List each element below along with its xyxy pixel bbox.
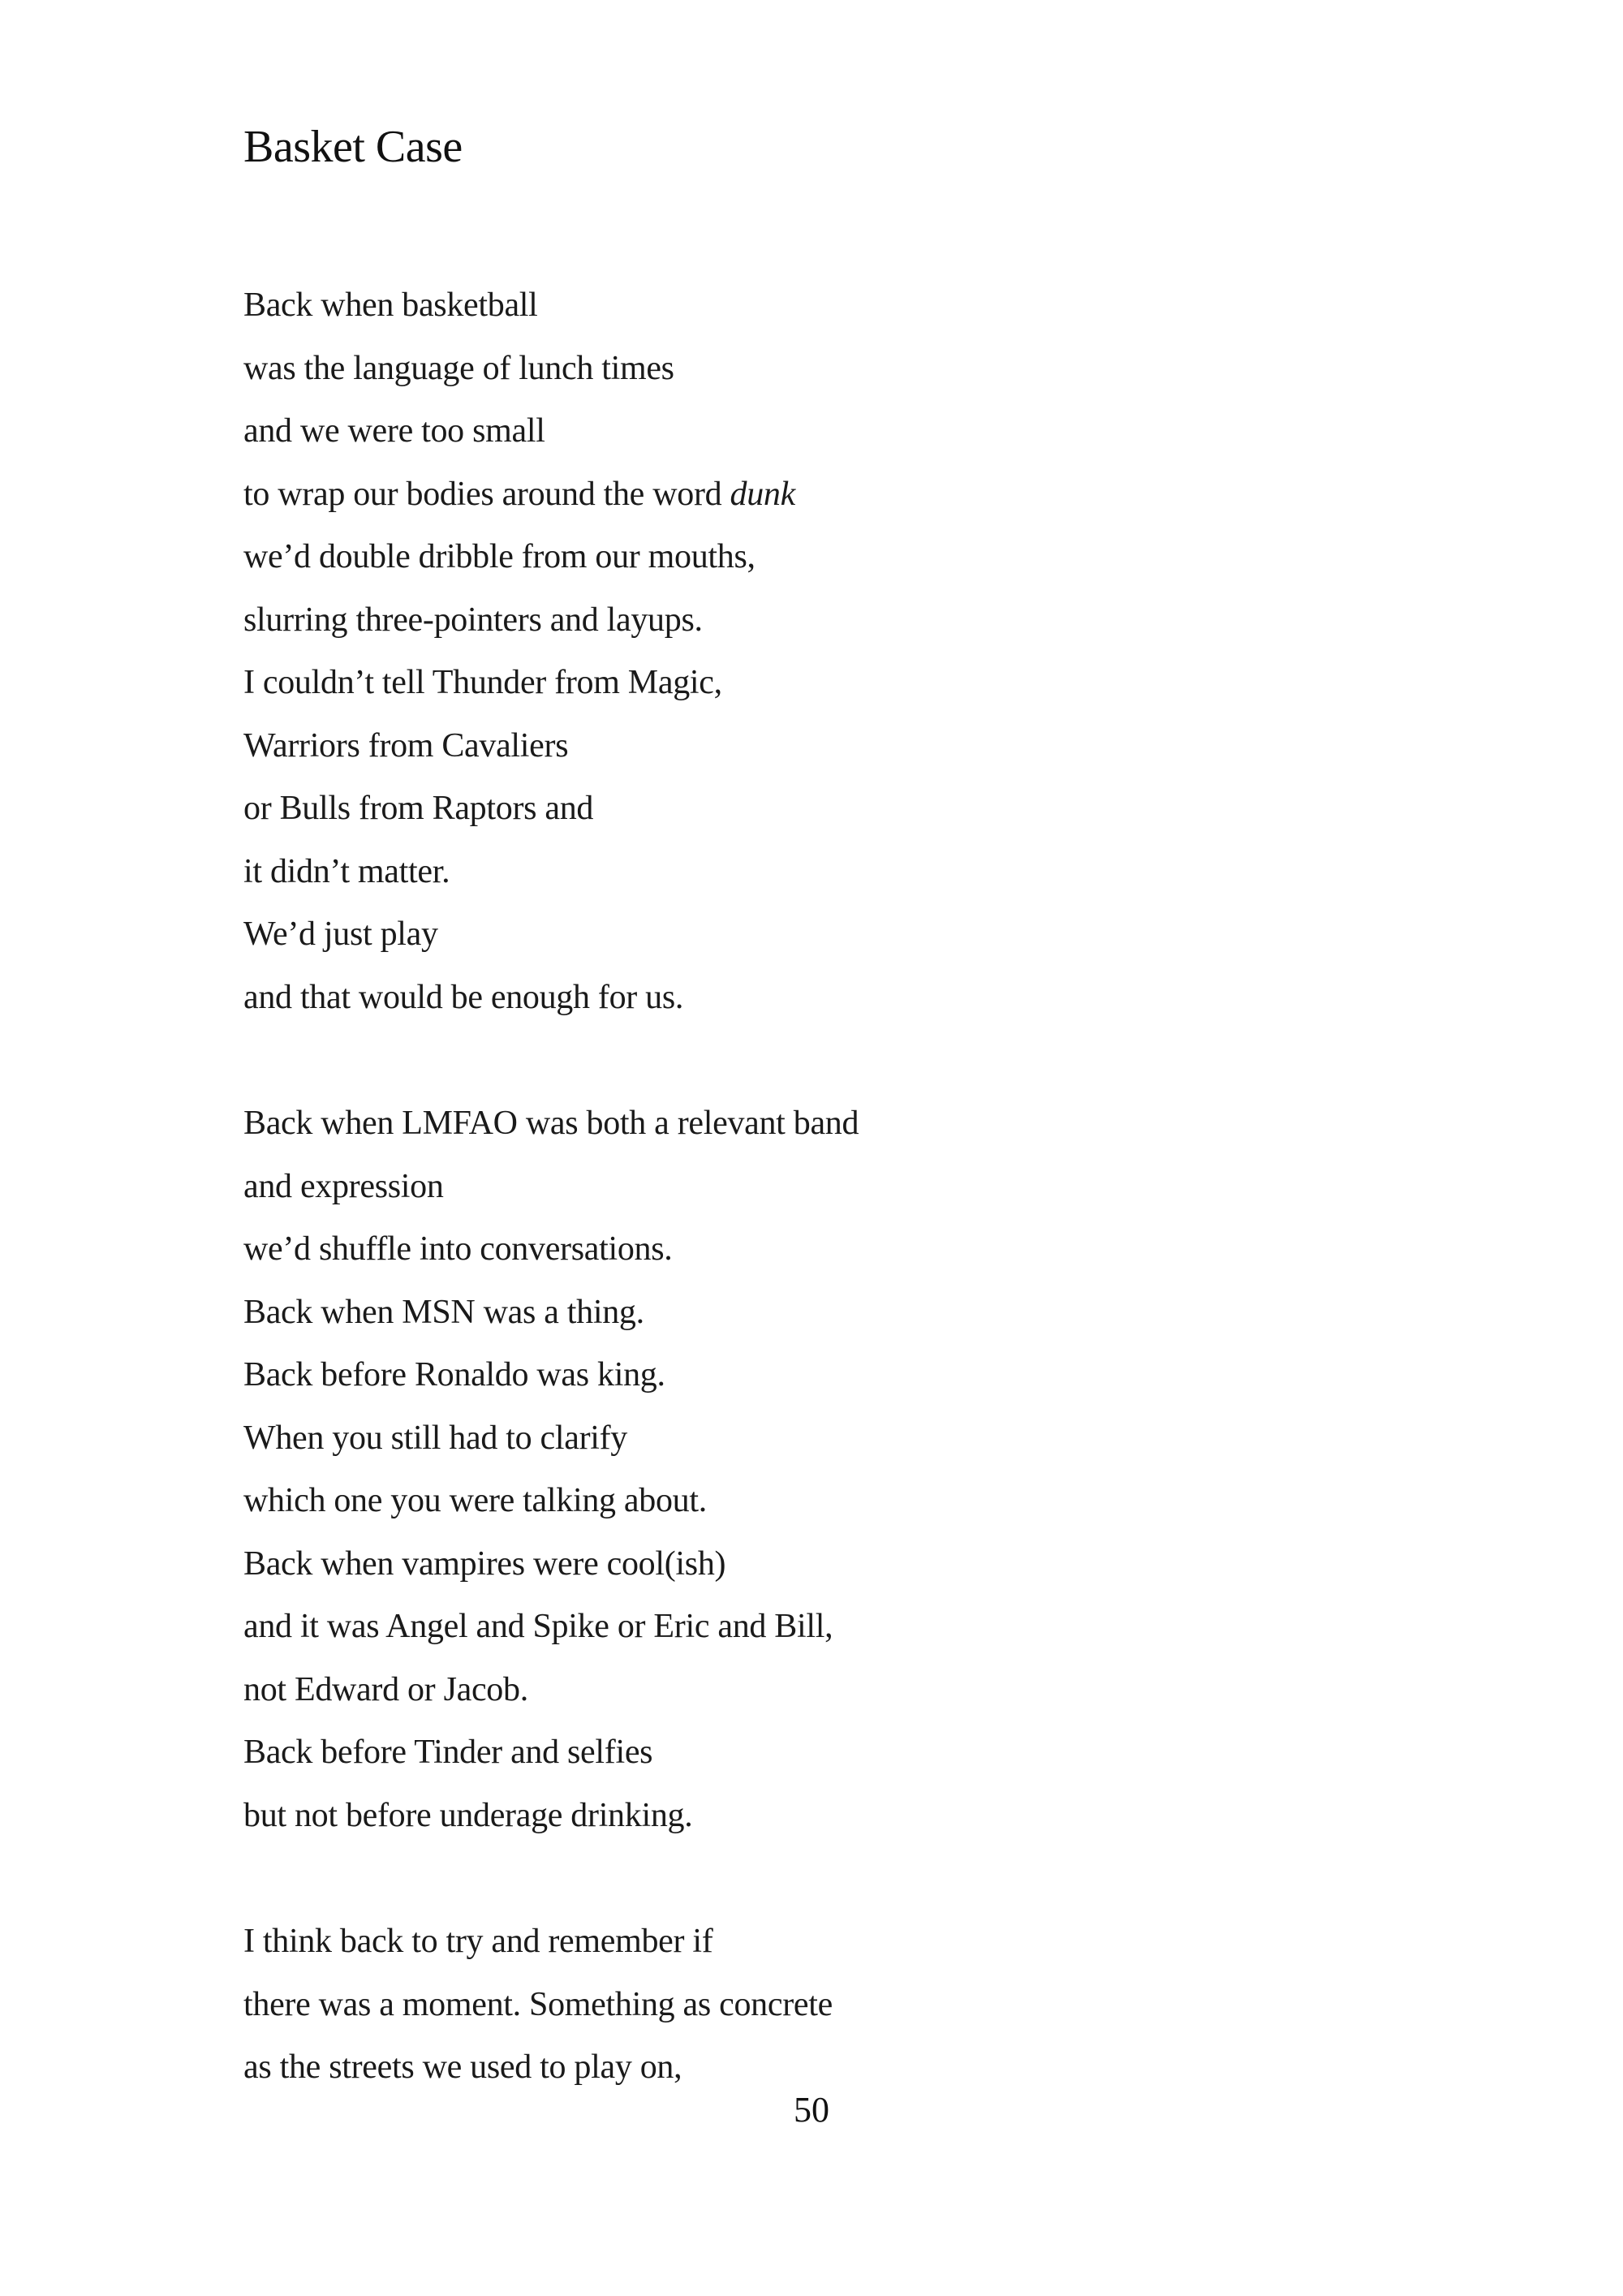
poem-line: we’d shuffle into conversations.: [243, 1230, 673, 1268]
poem-line: slurring three-pointers and layups.: [243, 601, 703, 639]
page-content: [243, 122, 1526, 2100]
poem-line: was the language of lunch times: [243, 349, 674, 387]
stanza: [243, 1910, 1526, 2100]
poem-line: Back before Ronaldo was king.: [243, 1356, 665, 1394]
stanza: [243, 1092, 1526, 1847]
poem-line: as the streets we used to play on,: [243, 2048, 682, 2086]
poem-line-segment: to wrap our bodies around the word: [243, 475, 730, 513]
poem-line: Back before Tinder and selfies: [243, 1734, 653, 1771]
poem-line: When you still had to clarify: [243, 1419, 628, 1457]
poem-line: and it was Angel and Spike or Eric and Bill,: [243, 1608, 833, 1645]
poem-line: Back when LMFAO was both a relevant band: [243, 1105, 859, 1142]
stanza: [243, 274, 1526, 1029]
poem: [243, 274, 1526, 2100]
poem-line: Back when MSN was a thing.: [243, 1293, 644, 1331]
poem-line: and that would be enough for us.: [243, 978, 684, 1016]
poem-line: not Edward or Jacob.: [243, 1670, 528, 1708]
page-number: 50: [794, 2090, 829, 2130]
poem-title: Basket Case: [243, 122, 463, 172]
poem-line: which one you were talking about.: [243, 1482, 707, 1519]
poem-line: Back when vampires were cool(ish): [243, 1544, 726, 1583]
poem-line: Warriors from Cavaliers: [243, 726, 569, 765]
poem-line-italic-segment: dunk: [730, 475, 795, 513]
poem-line: there was a moment. Something as concrete: [243, 1985, 833, 2023]
poem-line: it didn’t matter.: [243, 852, 450, 890]
poem-line: Back when basketball: [243, 286, 538, 324]
poem-line: or Bulls from Raptors and: [243, 790, 594, 827]
poem-line: I think back to try and remember if: [243, 1923, 713, 1960]
poem-line: we’d double dribble from our mouths,: [243, 538, 756, 575]
poem-line: but not before underage drinking.: [243, 1796, 693, 1834]
poem-line: and expression: [243, 1167, 444, 1205]
poem-line: We’d just play: [243, 915, 438, 953]
poem-line: [243, 463, 1526, 527]
poem-line: I couldn’t tell Thunder from Magic,: [243, 664, 722, 701]
poem-line: and we were too small: [243, 412, 545, 450]
